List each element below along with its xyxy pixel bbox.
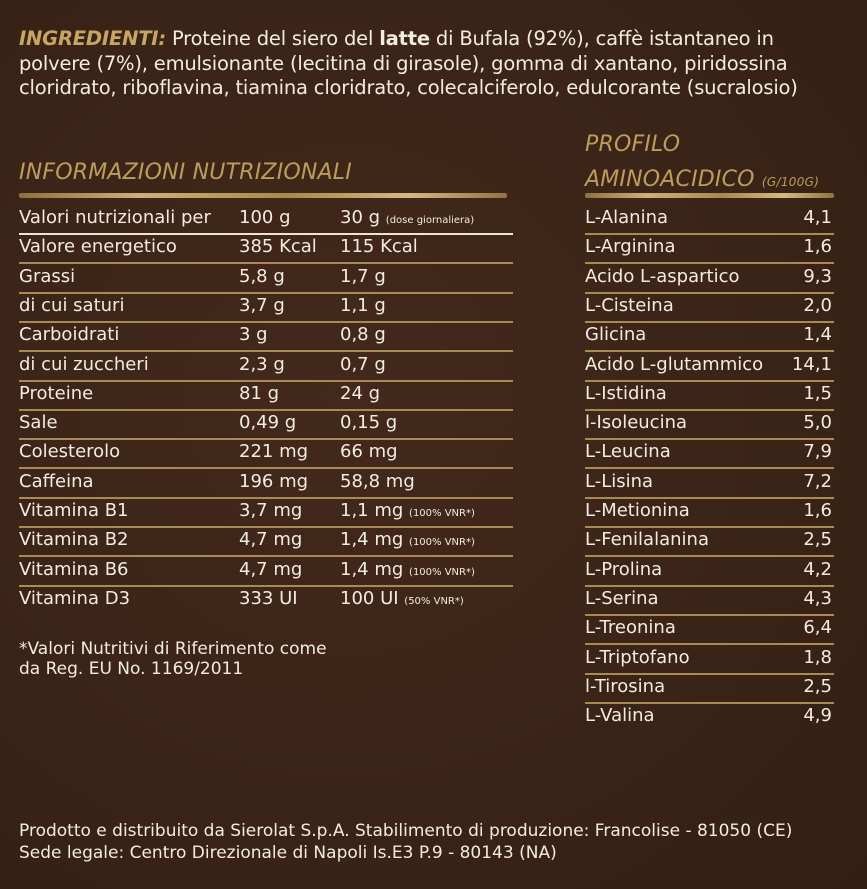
value-per-100g: 333 UI — [239, 587, 298, 609]
amino-title-line2: AMINOACIDICO — [585, 167, 755, 192]
value-per-dose: 1,4 mg — [340, 558, 404, 580]
value-per-100g: 5,8 g — [239, 265, 285, 287]
value-note: (100% VNR*) — [409, 566, 475, 578]
nutrition-row — [19, 497, 513, 528]
amino-row — [585, 233, 834, 264]
nutrient-name: Grassi — [19, 265, 76, 287]
amino-row — [585, 351, 834, 382]
value-per-dose-cell — [340, 438, 398, 466]
value-per-dose-cell — [340, 526, 475, 557]
value-note: (100% VNR*) — [409, 508, 475, 519]
amino-value: 7,2 — [803, 470, 832, 492]
nutrition-row — [19, 263, 513, 294]
value-note: (50% VNR*) — [404, 595, 464, 607]
nutrition-row — [19, 204, 513, 235]
nutrient-name: Vitamina D3 — [19, 587, 131, 609]
value-per-dose: 30 g — [340, 207, 381, 228]
nutrition-row — [19, 321, 513, 352]
amino-name: L-Metionina — [585, 500, 690, 521]
nutrient-name: Valori nutrizionali per — [19, 207, 211, 228]
nutrient-name: Sale — [19, 412, 58, 434]
amino-value: 2,5 — [803, 529, 832, 551]
amino-value: 1,8 — [803, 646, 832, 668]
amino-title-divider — [585, 193, 834, 198]
amino-value: 1,5 — [803, 382, 832, 404]
amino-name: L-Treonina — [585, 617, 676, 639]
amino-title-line1: PROFILO — [585, 132, 681, 157]
amino-value: 2,0 — [803, 294, 832, 316]
amino-row — [585, 497, 834, 528]
amino-name: L-Istidina — [585, 382, 667, 404]
vnr-footnote — [19, 639, 419, 679]
amino-value: 4,2 — [803, 558, 832, 580]
nutrition-row — [19, 585, 513, 614]
amino-row — [585, 585, 834, 616]
nutrition-row — [19, 292, 513, 323]
value-per-dose: 1,4 mg — [340, 529, 404, 551]
value-per-dose: 24 g — [340, 382, 381, 404]
amino-row — [585, 673, 834, 704]
nutrition-row — [19, 526, 513, 557]
amino-row — [585, 644, 834, 675]
value-per-dose: 1,7 g — [340, 265, 386, 287]
value-per-100g: 3,7 mg — [239, 500, 303, 521]
nutrient-name: Vitamina B6 — [19, 558, 129, 580]
footer-line1: Prodotto e distribuito da Sierolat S.p.A. Stabilimento di produzione: Francolise - 81050 (CE) — [19, 821, 793, 841]
value-per-100g: 3 g — [239, 324, 268, 346]
value-per-dose: 1,1 mg — [340, 500, 404, 521]
value-per-dose: 1,1 g — [340, 294, 386, 316]
value-per-dose: 58,8 mg — [340, 470, 415, 492]
amino-name: l-Isoleucina — [585, 412, 688, 434]
amino-value: 1,6 — [803, 500, 832, 521]
value-per-dose-cell — [340, 468, 415, 496]
amino-value: 2,5 — [803, 675, 832, 697]
amino-row — [585, 263, 834, 294]
nutrition-title-divider — [19, 193, 507, 198]
nutrition-title: INFORMAZIONI NUTRIZIONALI — [19, 160, 352, 185]
amino-row — [585, 526, 834, 557]
amino-row — [585, 321, 834, 352]
value-per-dose: 0,7 g — [340, 353, 386, 375]
nutrition-row — [19, 351, 513, 382]
nutrient-name: Vitamina B2 — [19, 529, 129, 551]
value-per-100g: 221 mg — [239, 441, 309, 463]
nutrition-row — [19, 233, 513, 264]
value-per-dose: 0,8 g — [340, 324, 386, 346]
nutrition-row — [19, 468, 513, 499]
value-per-100g: 3,7 g — [239, 294, 285, 316]
nutrient-name: Colesterolo — [19, 441, 121, 463]
value-per-dose-cell — [340, 409, 397, 437]
value-per-dose: 100 UI — [340, 587, 399, 609]
amino-value: 14,1 — [791, 353, 832, 375]
value-note: (dose giornaliera) — [385, 215, 475, 226]
amino-row — [585, 204, 834, 235]
ingredients-text-after: di Bufala (92%), caffè istantaneo in polvere (7%), emulsionante (lecitina di girasole), gomma di xantano, piridossina cloridrato, riboflavina, tiamina cloridrato, colecalciferolo, edulcorante (sucralosio) — [19, 27, 798, 99]
value-per-dose-cell — [340, 497, 475, 528]
footnote-line2: da Reg. EU No. 1169/2011 — [19, 659, 244, 679]
value-per-100g: 81 g — [239, 382, 280, 404]
amino-name: L-Prolina — [585, 558, 663, 580]
value-per-dose-cell — [340, 351, 386, 379]
value-per-dose-cell — [340, 204, 474, 235]
amino-name: L-Serina — [585, 587, 659, 609]
nutrition-row — [19, 438, 513, 469]
value-per-100g: 2,3 g — [239, 353, 285, 375]
amino-name: L-Leucina — [585, 441, 671, 463]
nutrient-name: Vitamina B1 — [19, 500, 129, 521]
nutrient-name: Proteine — [19, 382, 94, 404]
amino-name: Glicina — [585, 324, 647, 346]
amino-value: 6,4 — [803, 617, 832, 639]
amino-row — [585, 380, 834, 411]
footnote-line1: *Valori Nutritivi di Riferimento come — [19, 639, 327, 659]
value-note: (100% VNR*) — [409, 537, 475, 549]
nutrient-name: Caffeina — [19, 470, 94, 492]
value-per-100g: 196 mg — [239, 470, 309, 492]
value-per-dose-cell — [340, 585, 464, 616]
value-per-dose-cell — [340, 380, 380, 408]
value-per-100g: 100 g — [239, 207, 291, 228]
amino-name: L-Valina — [585, 705, 655, 727]
value-per-dose: 0,15 g — [340, 412, 398, 434]
amino-value: 9,3 — [803, 265, 832, 287]
amino-row — [585, 702, 834, 731]
amino-row — [585, 556, 834, 587]
amino-name: L-Lisina — [585, 470, 654, 492]
ingredients-text — [19, 27, 849, 101]
amino-title — [585, 127, 819, 200]
amino-name: L-Arginina — [585, 236, 676, 258]
amino-name: L-Alanina — [585, 207, 669, 228]
nutrient-name: Carboidrati — [19, 324, 120, 346]
amino-row — [585, 468, 834, 499]
value-per-100g: 0,49 g — [239, 412, 297, 434]
amino-name: Acido L-aspartico — [585, 265, 740, 287]
amino-value: 4,1 — [803, 207, 832, 228]
nutrition-row — [19, 380, 513, 411]
nutrition-row — [19, 409, 513, 440]
amino-name: Acido L-glutammico — [585, 353, 764, 375]
value-per-100g: 4,7 mg — [239, 558, 303, 580]
footer-line2: Sede legale: Centro Direzionale di Napoli Is.E3 P.9 - 80143 (NA) — [19, 843, 557, 863]
nutrition-row — [19, 556, 513, 587]
amino-name: L-Triptofano — [585, 646, 690, 668]
value-per-dose-cell — [340, 233, 418, 261]
value-per-dose: 66 mg — [340, 441, 398, 463]
producer-footer — [19, 820, 859, 864]
amino-value: 5,0 — [803, 412, 832, 434]
amino-row — [585, 438, 834, 469]
nutrient-name: Valore energetico — [19, 236, 177, 258]
value-per-dose-cell — [340, 263, 386, 291]
amino-name: L-Fenilalanina — [585, 529, 709, 551]
ingredients-label: INGREDIENTI: — [19, 27, 166, 50]
amino-row — [585, 292, 834, 323]
amino-name: l-Tirosina — [585, 675, 666, 697]
value-per-dose: 115 Kcal — [340, 236, 418, 258]
amino-value: 4,3 — [803, 587, 832, 609]
value-per-dose-cell — [340, 321, 386, 349]
value-per-dose-cell — [340, 292, 386, 320]
amino-row — [585, 614, 834, 645]
amino-value: 4,9 — [803, 705, 832, 727]
amino-value: 1,6 — [803, 236, 832, 258]
amino-name: L-Cisteina — [585, 294, 674, 316]
nutrient-name: di cui zuccheri — [19, 353, 149, 375]
nutrient-name: di cui saturi — [19, 294, 125, 316]
amino-title-unit: (G/100G) — [761, 175, 820, 189]
ingredients-text-before: Proteine del siero del — [165, 27, 380, 50]
ingredients-bold-word: latte — [379, 27, 430, 50]
amino-value: 1,4 — [803, 324, 832, 346]
amino-value: 7,9 — [803, 441, 832, 463]
amino-row — [585, 409, 834, 440]
value-per-100g: 385 Kcal — [239, 236, 317, 258]
value-per-dose-cell — [340, 556, 475, 587]
value-per-100g: 4,7 mg — [239, 529, 303, 551]
